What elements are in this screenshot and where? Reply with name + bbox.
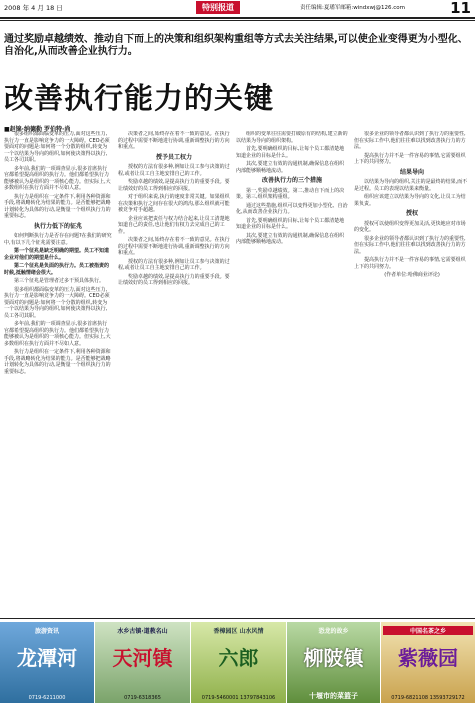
header-rule-thin: [0, 20, 475, 21]
paragraph: 第一个征兆是缺乏明确的期望。员工不知道企业对他们的期望是什么。: [4, 248, 110, 261]
paragraph: 奖励卓越的绩效,是提高执行力的重要手段。要让绩效好的员工得到相应的回报。: [118, 273, 230, 286]
section-badge: 特别报道: [196, 1, 240, 14]
ad-title: 龙潭河: [17, 646, 77, 670]
paragraph: 执行力是组织在一定条件下,利用各种资源和手段,将战略转化为结果的能力。是否能够把战略计划转化为具体的行动,是衡量一个组织执行力的重要标志。: [4, 193, 111, 219]
subheading: 结果导向: [399, 168, 424, 176]
paragraph: 对于组织来说,执行的速度非常关键。如果组织在决策和执行之间存在很大的鸿沟,那么组织就可能被竞争对手超越。: [118, 194, 230, 213]
ad-subtitle: 水乡古镇·道教名山: [117, 628, 168, 635]
subheading: 执行力低下的征兆: [33, 222, 82, 230]
paragraph: 决策者之间,始终存在着不一致的意见。在执行的过程中需要不断地进行协调,重新调整执行的方向和重点。: [118, 131, 230, 150]
paragraph: 第三个征兆是管理者过多干预具体执行。: [14, 278, 105, 284]
ad-title: 天河镇: [112, 646, 173, 670]
ad-contact: 十堰市的菜篮子: [309, 692, 358, 700]
paragraph: 企业应该把责任与权力结合起来,让员工清楚地知道自己的责任,也让他们有权力去完成自己的工作。: [118, 215, 230, 235]
ad-longtanhe[interactable]: [0, 622, 94, 703]
issue-date: 2008 年 4 月 18 日: [4, 4, 63, 12]
ad-tianhe[interactable]: [95, 622, 190, 703]
paragraph: 授权的方法有很多种,例如让员工参与决策的过程,或者让员工自主地安排自己的工作。: [118, 258, 230, 271]
ad-contact: 0719-6821108 13593729172: [391, 695, 465, 701]
ad-contact: 0719-6211000: [28, 695, 66, 701]
article-intro: 通过奖励卓越绩效、推动自下而上的决策和组织架构重组等方式去关注结果,可以使企业变得更为小型化、自治化,从而改善企业执行力。: [4, 34, 468, 57]
ad-contact: 0719-5460001 13797843106: [201, 695, 276, 701]
article-column-4: [354, 131, 470, 619]
paragraph: 很多企业的领导者都认识到了执行力的重要性,但在实际工作中,他们往往难以找到改善执行力的方法。: [354, 235, 466, 255]
paragraph: 第一,奖励卓越绩效。第二,推动自下而上的决策。第三,组织架构重组。: [236, 187, 345, 200]
paragraph: 首先,要明确组织的目标,让每个员工都清楚地知道企业的目标是什么。: [236, 146, 345, 159]
editor-info: 责任编辑:夏璠军邮箱:windxwj@126.com: [300, 5, 405, 11]
paragraph: 执行力是组织在一定条件下,利用各种资源和手段,将战略转化为结果的能力。是否能够把战略计划转化为具体的行动,是衡量一个组织执行力的重要标志。: [4, 349, 111, 375]
article-headline: 改善执行能力的关键: [4, 81, 275, 115]
paragraph: 其次,要建立有效的沟通机制,确保信息在组织内部能够顺畅地流动。: [236, 232, 345, 245]
paragraph: 多年前,我们的一项调查显示,很多首席执行官都希望提高组织的执行力。他们都希望执行力能够被认为是组织的一项核心能力。但实际上,大多数组织在执行方面并不尽如人意。: [4, 165, 111, 191]
page-number: 11: [450, 0, 471, 17]
article-column-1: [4, 131, 112, 619]
paragraph: 组织应该建立以结果为导向的文化,让员工为结果负责。: [354, 194, 466, 207]
paragraph: 很多企业的领导者都认识到了执行力的重要性,但在实际工作中,他们往往难以找到改善执行力的方法。: [354, 131, 466, 150]
paragraph: 很多组织都面临变革的压力,面对这些压力,执行力一直是影响竞争力的一大障碍。CEO必须要面对的问题是:如何将一个分散的组织,转变为一个以结果为导向的组织,如何使决策得以执行,员工各司其职。: [4, 286, 110, 319]
paragraph: 提高执行力并不是一件容易的事情,它需要组织上下的共同努力。: [354, 257, 466, 270]
ad-strip: [0, 622, 475, 703]
paragraph: 其次,要建立有效的沟通机制,确保信息在组织内部能够顺畅地流动。: [236, 161, 345, 174]
article-column-3: [236, 131, 348, 619]
subheading: 授权: [405, 210, 418, 217]
paragraph: 授权可以使组织变得更加灵活,更快地应对市场的变化。: [354, 220, 466, 233]
subheading: 授予员工权力: [155, 153, 192, 161]
paragraph: 奖励卓越的绩效,是提高执行力的重要手段。要让绩效好的员工得到相应的回报。: [118, 179, 230, 192]
ad-title: 柳陂镇: [303, 646, 364, 670]
paragraph: 第二个征兆是负面的执行力。员工被指责的时候,抵触情绪会很大。: [4, 263, 110, 276]
ad-contact: 0719-6318365: [124, 695, 161, 701]
paragraph: 授权的方法有很多种,例如让员工参与决策的过程,或者让员工自主地安排自己的工作。: [118, 164, 230, 177]
subheading: 改善执行力的三个措施: [261, 177, 322, 184]
paragraph: 首先,要明确组织的目标,让每个员工都清楚地知道企业的目标是什么。: [236, 217, 345, 230]
paragraph: 如何判断执行力是否存在问题?在我们的研究中,有以下几个征兆需要注意。: [4, 233, 112, 246]
ad-subtitle: 旅游资讯: [34, 628, 59, 635]
paragraph: 通过这些措施,组织可以变得更加小型化、自治化,从而改善企业执行力。: [236, 202, 348, 215]
paragraph: 组织的变革往往需要打破原有的结构,建立新的以结果为导向的组织架构。: [236, 131, 348, 144]
paragraph: 提高执行力并不是一件容易的事情,它需要组织上下的共同努力。: [354, 152, 466, 165]
page-header: [0, 0, 475, 16]
ad-liupi[interactable]: [287, 622, 380, 703]
article-column-2: [118, 131, 230, 619]
paragraph: 以结果为导向的组织,关注的是最终的结果,而不是过程。员工的表现以结果来衡量。: [354, 179, 468, 192]
paragraph: 决策者之间,始终存在着不一致的意见。在执行的过程中需要不断地进行协调,重新调整执行的方向和重点。: [118, 237, 230, 256]
ad-liulang[interactable]: [191, 622, 286, 703]
ad-title: 紫薇园: [398, 646, 458, 670]
ad-subtitle: 香樟园区 山水风情: [213, 628, 264, 635]
paragraph: 多年前,我们的一项调查显示,很多首席执行官都希望提高组织的执行力。他们都希望执行力能够被认为是组织的一项核心能力。但实际上,大多数组织在执行方面并不尽如人意。: [4, 321, 111, 347]
paragraph: 很多组织都面临变革的压力,面对这些压力,执行力一直是影响竞争力的一大障碍。CEO必须要面对的问题是:如何将一个分散的组织,转变为一个以结果为导向的组织,如何使决策得以执行,员工各司其职。: [4, 131, 110, 163]
ad-title: 六郎: [218, 646, 259, 670]
author-note: (作者单位:哈佛商业评论): [384, 272, 440, 278]
ad-subtitle: 恐龙的故乡: [318, 628, 349, 635]
header-rule: [0, 17, 475, 19]
ad-subtitle: 中国名茶之乡: [383, 626, 473, 635]
ad-ziweiyuan[interactable]: [381, 622, 475, 703]
ads-rule: [0, 618, 475, 619]
article-byline: ■赵锦·纳德勒 罗伯特·尚: [4, 126, 71, 133]
